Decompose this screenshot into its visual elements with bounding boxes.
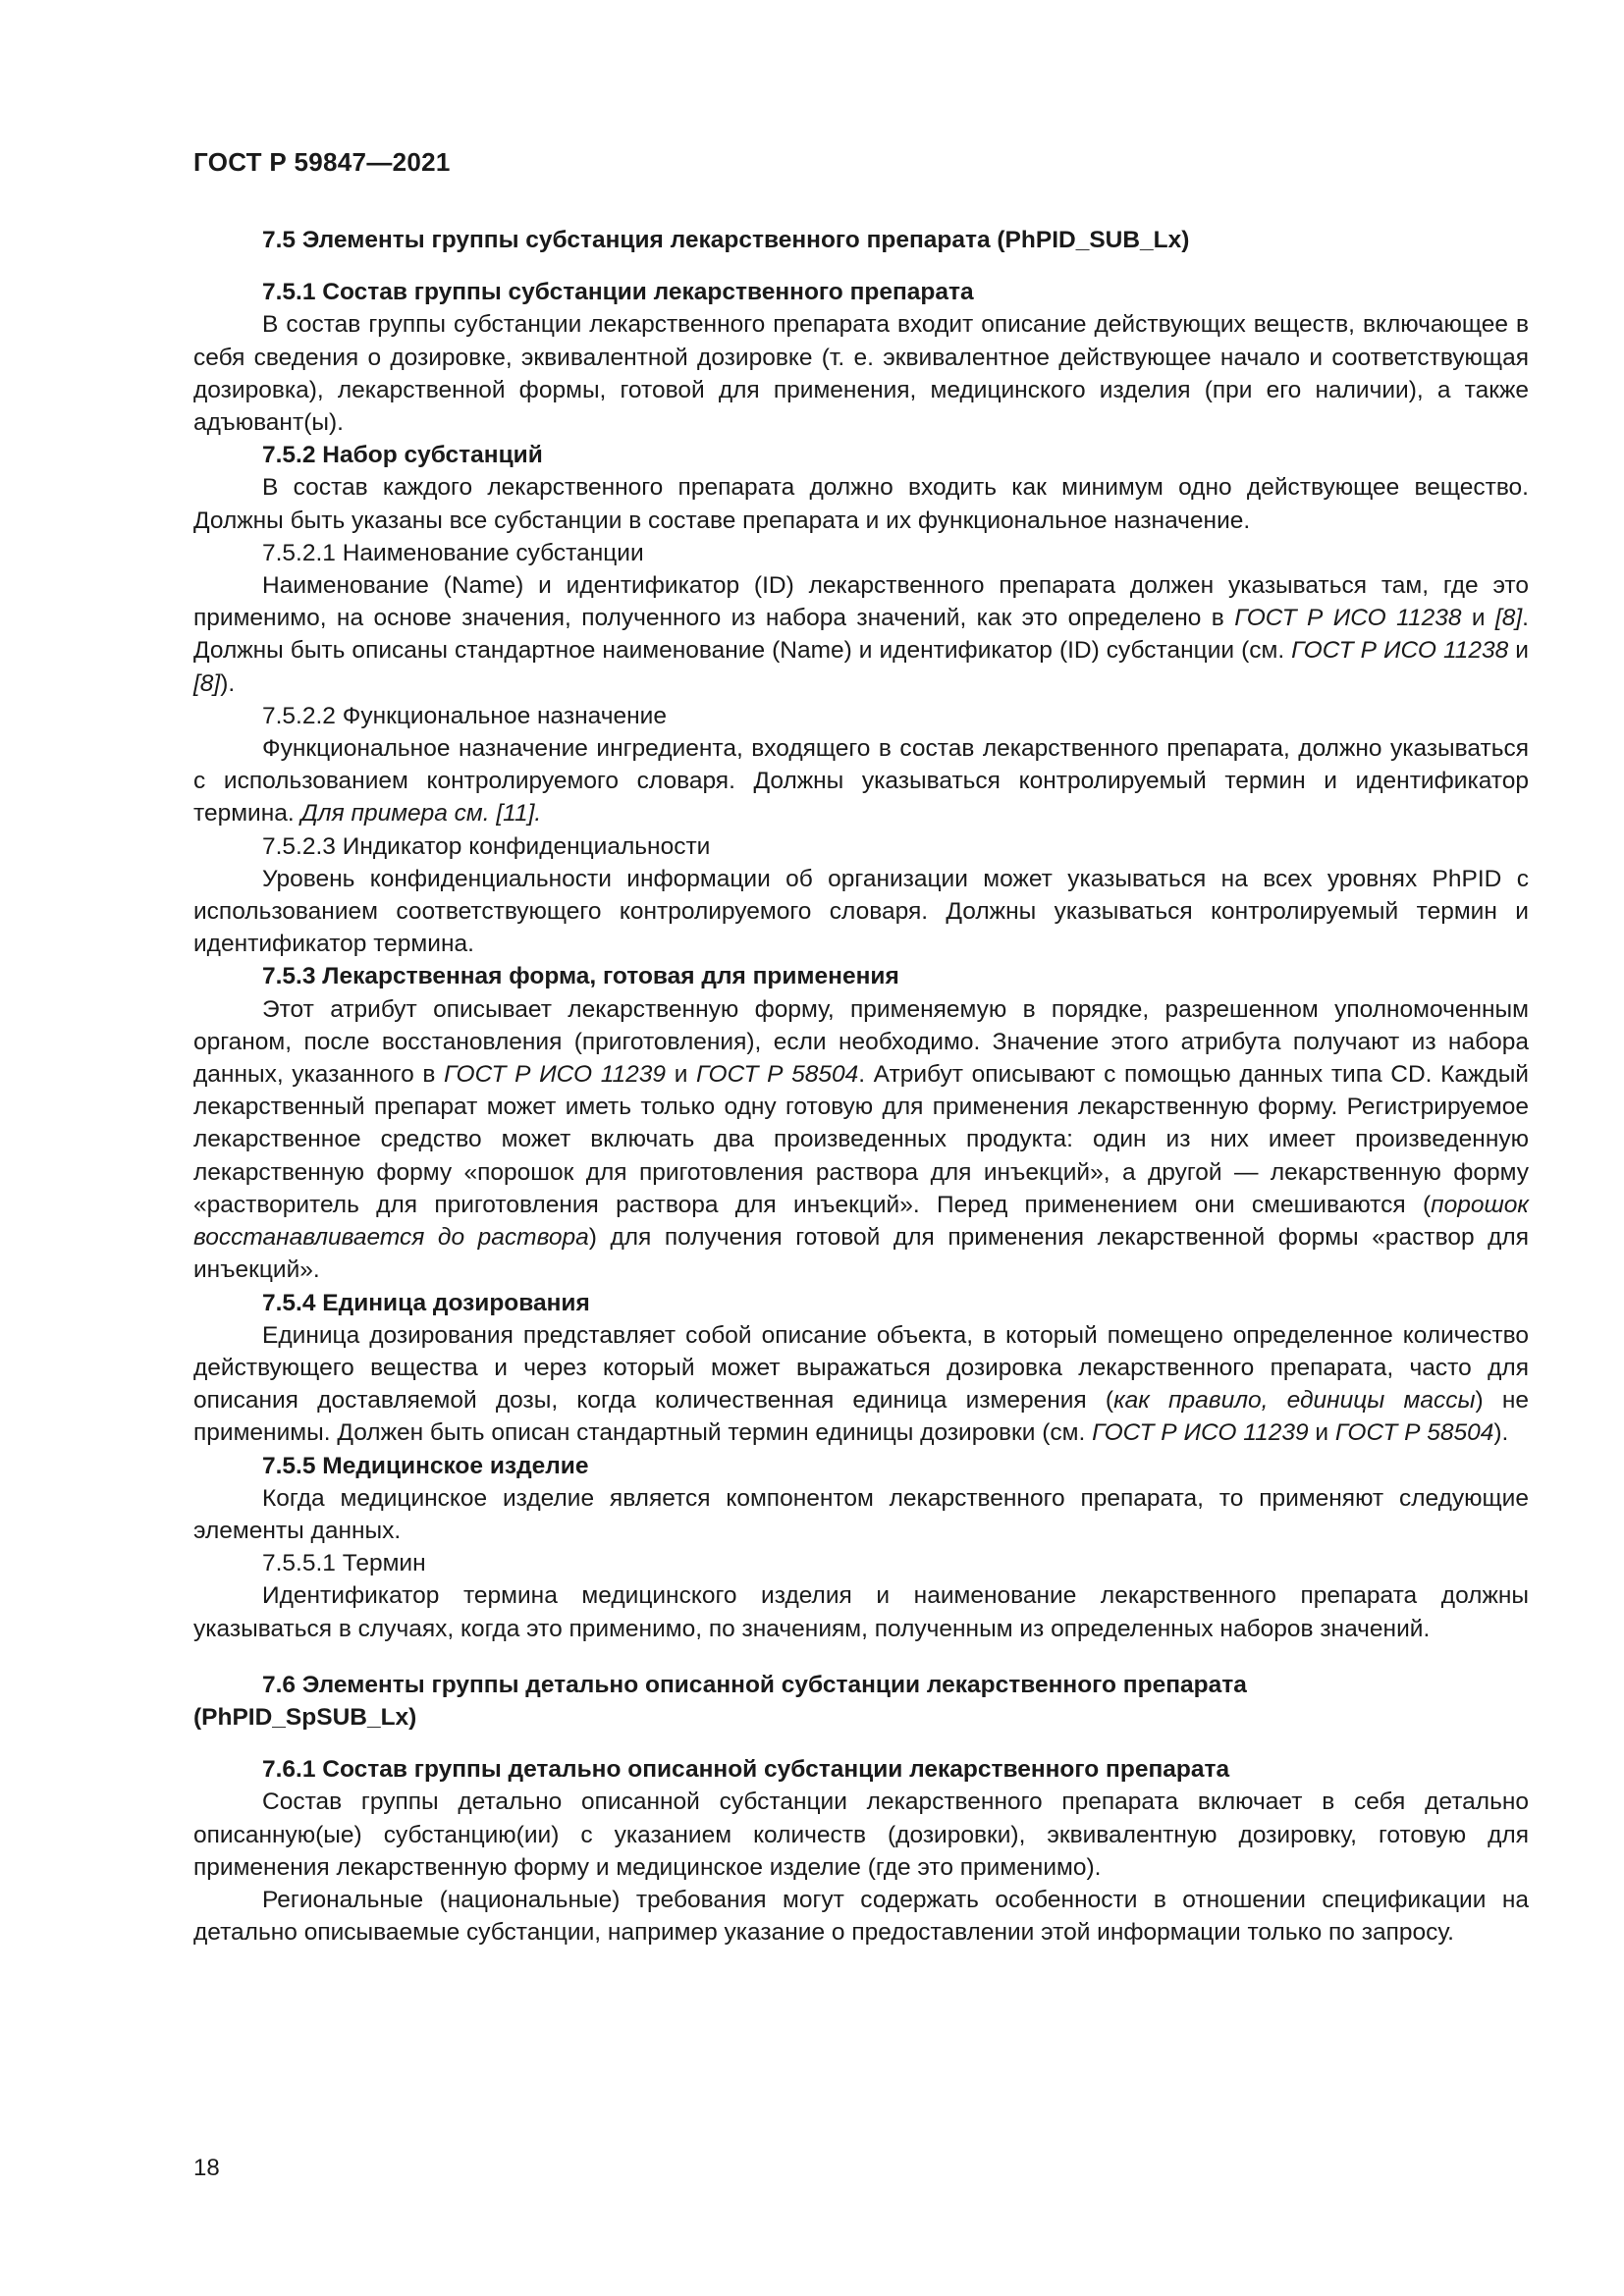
section-7-5-2-paragraph: В состав каждого лекарственного препарата должно входить как минимум одно действующее вещество. Должны быть указаны все субстанции в составе препарата и их функциональное назначение. [193,474,1529,534]
reference-gost-58504: ГОСТ Р 58504 [696,1061,859,1089]
section-7-6-heading: 7.6 Элементы группы детально описанной субстанции лекарственного препарата [262,1671,1247,1698]
section-7-6-1-paragraph-2: Региональные (национальные) требования могут содержать особенности в отношении спецификации на детально описываемые субстанции, например указание о предоставлении этой информации только по запросу. [193,1886,1529,1947]
italic-note: как правило, единицы массы [1113,1387,1476,1415]
section-7-5-3-paragraph: Этот атрибут описывает лекарственную форму, применяемую в порядке, разрешенном уполномоченным органом, после восстановления (приготовления), если необходимо. Значение этого атрибута получают из набора данных, указанного в ГОСТ Р ИСО 11239 и ГОСТ Р 58504. Атрибут описывают с помощью данных типа CD. Каждый лекарственный препарат может иметь только одну готовую для применения лекарственную форму. Регистрируемое лекарственное средство может включать два произведенных продукта: один из них имеет произведенную лекарственную форму «порошок для приготовления раствора для инъекций», а другой — лекарственную форму «растворитель для приготовления раствора для инъекций». Перед применением они смешиваются (порошок восстанавливается до раствора) для получения готовой для применения лекарственной формы «раствор для инъекций». [193,995,1529,1284]
section-7-5-2-3-heading: 7.5.2.3 Индикатор конфиденциальности [262,832,711,860]
page-number: 18 [193,2155,220,2181]
section-7-5-2-3-paragraph: Уровень конфиденциальности информации об организации может указываться на всех уровнях PhPID с использованием соответствующего контролируемого словаря. Должны указываться контролируемый термин и идентификатор термина. [193,865,1529,958]
reference-gost-iso-11239: ГОСТ Р ИСО 11239 [1092,1419,1309,1447]
section-7-6-heading-continued: (PhPID_SpSUB_Lx) [193,1703,417,1731]
section-7-6-1-heading: 7.6.1 Состав группы детально описанной субстанции лекарственного препарата [262,1756,1230,1784]
section-7-5-5-1-paragraph: Идентификатор термина медицинского изделия и наименование лекарственного препарата должны указываться в случаях, когда это применимо, по значениям, полученным из определенных наборов значений. [193,1582,1529,1642]
reference-gost-iso-11238: ГОСТ Р ИСО 11238 [1291,637,1509,665]
section-7-5-heading: 7.5 Элементы группы субстанция лекарственного препарата (PhPID_SUB_Lx) [262,227,1190,253]
section-7-6-1-paragraph-1: Состав группы детально описанной субстанции лекарственного препарата включает в себя детально описанную(ые) субстанцию(ии) с указанием количеств (дозировки), эквивалентную дозировку, готовую для применения лекарственную форму и медицинское изделие (где это применимо). [193,1789,1529,1881]
reference-11: Для примера см. [11]. [300,800,542,828]
section-7-5-2-1-heading: 7.5.2.1 Наименование субстанции [262,539,644,566]
section-7-5-2-2-heading: 7.5.2.2 Функциональное назначение [262,702,667,729]
reference-gost-58504: ГОСТ Р 58504 [1334,1419,1494,1447]
section-7-5-2-heading: 7.5.2 Набор субстанций [262,442,543,469]
document-body [193,224,1529,1949]
section-7-5-4-paragraph: Единица дозирования представляет собой описание объекта, в который помещено определенное количество действующего вещества и через который может выражаться дозировка лекарственного препарата, часто для описания доставляемой дозы, когда количественная единица измерения (как правило, единицы массы) не применимы. Должен быть описан стандартный термин единицы дозировки (см. ГОСТ Р ИСО 11239 и ГОСТ Р 58504). [193,1321,1530,1447]
italic-note: порошок восстанавливается до раствора [193,1191,1529,1252]
section-7-5-1-paragraph: В состав группы субстанции лекарственного препарата входит описание действующих веществ, включающее в себя сведения о дозировке, эквивалентной дозировке (т. е. эквивалентное действующее начало и соответствующая дозировка), лекарственной формы, готовой для применения, медицинского изделия (при его наличии), а также адъювант(ы). [193,311,1529,437]
section-7-5-2-2-paragraph: Функциональное назначение ингредиента, входящего в состав лекарственного препарата, должно указываться с использованием контролируемого словаря. Должны указываться контролируемый термин и идентификатор термина. Для примера см. [11]. [193,735,1529,828]
section-7-5-4-heading: 7.5.4 Единица дозирования [262,1289,590,1316]
section-7-5-2-1-paragraph: Наименование (Name) и идентификатор (ID) лекарственного препарата должен указываться там, где это применимо, на основе значения, полученного из набора значений, как это определено в ГОСТ Р ИСО 11238 и [8]. Должны быть описаны стандартное наименование (Name) и идентификатор (ID) субстанции (см. ГОСТ Р ИСО 11238 и [8]). [193,572,1529,697]
reference-gost-iso-11239: ГОСТ Р ИСО 11239 [444,1061,667,1089]
section-7-5-5-heading: 7.5.5 Медицинское изделие [262,1452,589,1479]
section-7-5-3-heading: 7.5.3 Лекарственная форма, готовая для применения [262,963,899,990]
section-7-5-5-1-heading: 7.5.5.1 Термин [262,1550,426,1577]
reference-8: [8] [193,669,221,697]
reference-8: [8] [1494,605,1523,632]
section-7-5-1-heading: 7.5.1 Состав группы субстанции лекарственного препарата [262,279,974,306]
document-id-header: ГОСТ Р 59847—2021 [193,147,451,177]
section-7-5-5-paragraph: Когда медицинское изделие является компонентом лекарственного препарата, то применяют следующие элементы данных. [193,1484,1529,1544]
reference-gost-iso-11238: ГОСТ Р ИСО 11238 [1234,605,1462,632]
